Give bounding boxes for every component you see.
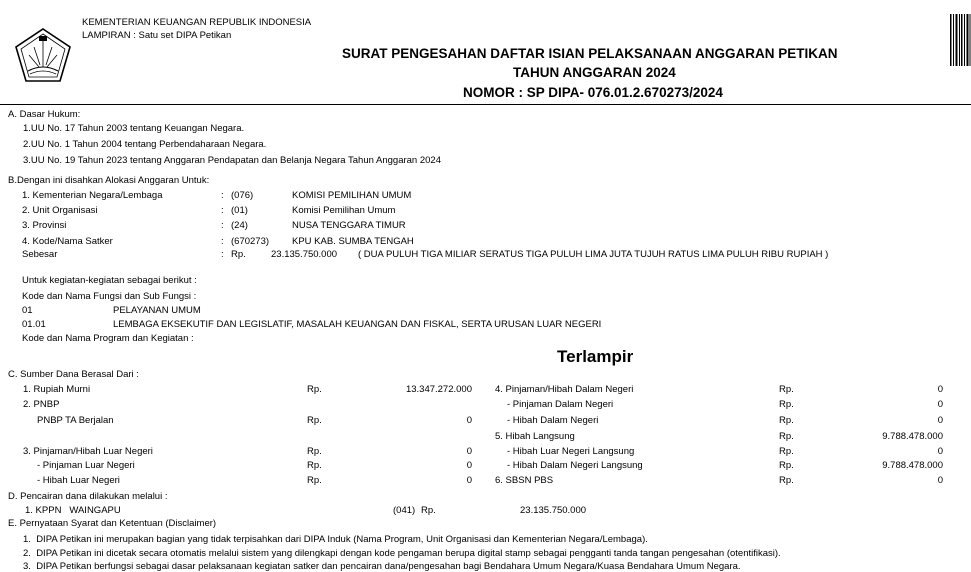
allocation-code: (24) bbox=[231, 220, 248, 231]
allocation-value: KPU KAB. SUMBA TENGAH bbox=[292, 236, 414, 247]
fund-source-currency: Rp. bbox=[779, 475, 794, 486]
document-number: NOMOR : SP DIPA- 076.01.2.670273/2024 bbox=[463, 85, 723, 100]
allocation-label: 3. Provinsi bbox=[22, 220, 67, 231]
header-divider bbox=[0, 104, 971, 105]
fund-source-label: 1. Rupiah Murni bbox=[23, 384, 91, 395]
fiscal-year: TAHUN ANGGARAN 2024 bbox=[513, 65, 676, 80]
allocation-value: NUSA TENGGARA TIMUR bbox=[292, 220, 406, 231]
fund-source-value: 9.788.478.000 bbox=[882, 431, 943, 442]
allocation-label: 4. Kode/Nama Satker bbox=[22, 236, 113, 247]
fund-source-label: 5. Hibah Langsung bbox=[495, 431, 575, 442]
allocation-sep: : bbox=[221, 190, 224, 201]
legal-basis-item: 1.UU No. 17 Tahun 2003 tentang Keuangan Negara. bbox=[23, 123, 245, 134]
fund-source-currency: Rp. bbox=[307, 475, 322, 486]
fund-source-value: 0 bbox=[937, 399, 943, 410]
fund-source-label: - Hibah Dalam Negeri bbox=[507, 415, 599, 426]
document-title: SURAT PENGESAHAN DAFTAR ISIAN PELAKSANAAN ANGGARAN PETIKAN bbox=[342, 46, 838, 61]
fund-source-currency: Rp. bbox=[779, 460, 794, 471]
fund-source-value: 9.788.478.000 bbox=[882, 460, 943, 471]
fund-source-currency: Rp. bbox=[779, 399, 794, 410]
section-e-heading: E. Pernyataan Syarat dan Ketentuan (Disclaimer) bbox=[8, 518, 217, 529]
amount-currency: Rp. bbox=[231, 249, 246, 260]
fund-source-label: 3. Pinjaman/Hibah Luar Negeri bbox=[23, 446, 153, 457]
function-code: 01 bbox=[22, 305, 33, 316]
amount-label: Sebesar bbox=[22, 249, 58, 260]
fund-source-currency: Rp. bbox=[307, 446, 322, 457]
kppn-value: 23.135.750.000 bbox=[520, 505, 587, 516]
fund-source-currency: Rp. bbox=[779, 384, 794, 395]
fund-source-value: 0 bbox=[466, 415, 472, 426]
function-code: 01.01 bbox=[22, 319, 46, 330]
kppn-currency: Rp. bbox=[421, 505, 436, 516]
fund-source-currency: Rp. bbox=[779, 415, 794, 426]
section-c-heading: C. Sumber Dana Berasal Dari : bbox=[8, 369, 139, 380]
legal-basis-item: 2.UU No. 1 Tahun 2004 tentang Perbendaharaan Negara. bbox=[23, 139, 267, 150]
fund-source-value: 0 bbox=[937, 384, 943, 395]
amount-words: ( DUA PULUH TIGA MILIAR SERATUS TIGA PULUH LIMA JUTA TUJUH RATUS LIMA PULUH RIBU RUPIAH ) bbox=[358, 249, 829, 260]
allocation-sep: : bbox=[221, 220, 224, 231]
fund-source-label: - Hibah Luar Negeri bbox=[37, 475, 120, 486]
fund-source-value: 0 bbox=[466, 446, 472, 457]
section-b-heading: B.Dengan ini disahkan Alokasi Anggaran Untuk: bbox=[8, 175, 210, 186]
activities-intro: Untuk kegiatan-kegiatan sebagai berikut : bbox=[22, 275, 197, 286]
fund-source-value: 0 bbox=[937, 446, 943, 457]
fund-source-label: PNBP TA Berjalan bbox=[37, 415, 114, 426]
disclaimer-item: 3. DIPA Petikan berfungsi sebagai dasar pelaksanaan kegiatan satker dan pencairan dana/pengesahan bagi Bendahara Umum Negara/Kuasa Bendahara Umum Negara. bbox=[23, 561, 741, 572]
section-a-heading: A. Dasar Hukum: bbox=[8, 109, 81, 120]
kppn-name: 1. KPPN WAINGAPU bbox=[25, 505, 121, 516]
barcode-icon bbox=[950, 14, 971, 66]
function-name: PELAYANAN UMUM bbox=[113, 305, 201, 316]
attached-label: Terlampir bbox=[557, 347, 634, 366]
fund-source-currency: Rp. bbox=[307, 415, 322, 426]
kppn-code: (041) bbox=[393, 505, 416, 516]
allocation-code: (076) bbox=[231, 190, 254, 201]
allocation-code: (01) bbox=[231, 205, 248, 216]
ministry-emblem-icon bbox=[12, 27, 74, 85]
fund-source-currency: Rp. bbox=[779, 431, 794, 442]
fund-source-value: 0 bbox=[466, 475, 472, 486]
allocation-code: (670273) bbox=[231, 236, 270, 247]
fund-source-currency: Rp. bbox=[779, 446, 794, 457]
allocation-label: 2. Unit Organisasi bbox=[22, 205, 98, 216]
fund-source-value: 0 bbox=[937, 415, 943, 426]
function-name: LEMBAGA EKSEKUTIF DAN LEGISLATIF, MASALAH KEUANGAN DAN FISKAL, SERTA URUSAN LUAR NEGERI bbox=[113, 319, 602, 330]
amount-sep: : bbox=[221, 249, 224, 260]
ministry-name: KEMENTERIAN KEUANGAN REPUBLIK INDONESIA bbox=[82, 17, 312, 28]
fund-source-value: 13.347.272.000 bbox=[405, 384, 472, 395]
fund-source-value: 0 bbox=[466, 460, 472, 471]
amount-value: 23.135.750.000 bbox=[271, 249, 338, 260]
program-heading: Kode dan Nama Program dan Kegiatan : bbox=[22, 333, 194, 344]
attachment-label: LAMPIRAN : Satu set DIPA Petikan bbox=[82, 30, 232, 41]
allocation-label: 1. Kementerian Negara/Lembaga bbox=[22, 190, 163, 201]
allocation-value: Komisi Pemilihan Umum bbox=[292, 205, 396, 216]
fund-source-label: 6. SBSN PBS bbox=[495, 475, 554, 486]
allocation-value: KOMISI PEMILIHAN UMUM bbox=[292, 190, 412, 201]
allocation-sep: : bbox=[221, 205, 224, 216]
function-heading: Kode dan Nama Fungsi dan Sub Fungsi : bbox=[22, 291, 197, 302]
fund-source-label: - Pinjaman Dalam Negeri bbox=[507, 399, 614, 410]
legal-basis-item: 3.UU No. 19 Tahun 2023 tentang Anggaran Pendapatan dan Belanja Negara Tahun Anggaran 2024 bbox=[23, 155, 441, 166]
fund-source-value: 0 bbox=[937, 475, 943, 486]
fund-source-label: 4. Pinjaman/Hibah Dalam Negeri bbox=[495, 384, 634, 395]
fund-source-currency: Rp. bbox=[307, 460, 322, 471]
allocation-sep: : bbox=[221, 236, 224, 247]
fund-source-label: - Hibah Luar Negeri Langsung bbox=[507, 446, 635, 457]
fund-source-label: 2. PNBP bbox=[23, 399, 60, 410]
disclaimer-item: 2. DIPA Petikan ini dicetak secara otomatis melalui sistem yang dilengkapi dengan kode pengaman berupa digital stamp sebagai pengganti tanda tangan pengesahan (otentifikasi). bbox=[23, 548, 781, 559]
disclaimer-item: 1. DIPA Petikan ini merupakan bagian yang tidak terpisahkan dari DIPA Induk (Nama Program, Unit Organisasi dan Kementerian Negara/Lembaga). bbox=[23, 534, 648, 545]
section-d-heading: D. Pencairan dana dilakukan melalui : bbox=[8, 491, 168, 502]
fund-source-label: - Pinjaman Luar Negeri bbox=[37, 460, 135, 471]
fund-source-currency: Rp. bbox=[307, 384, 322, 395]
fund-source-label: - Hibah Dalam Negeri Langsung bbox=[507, 460, 643, 471]
